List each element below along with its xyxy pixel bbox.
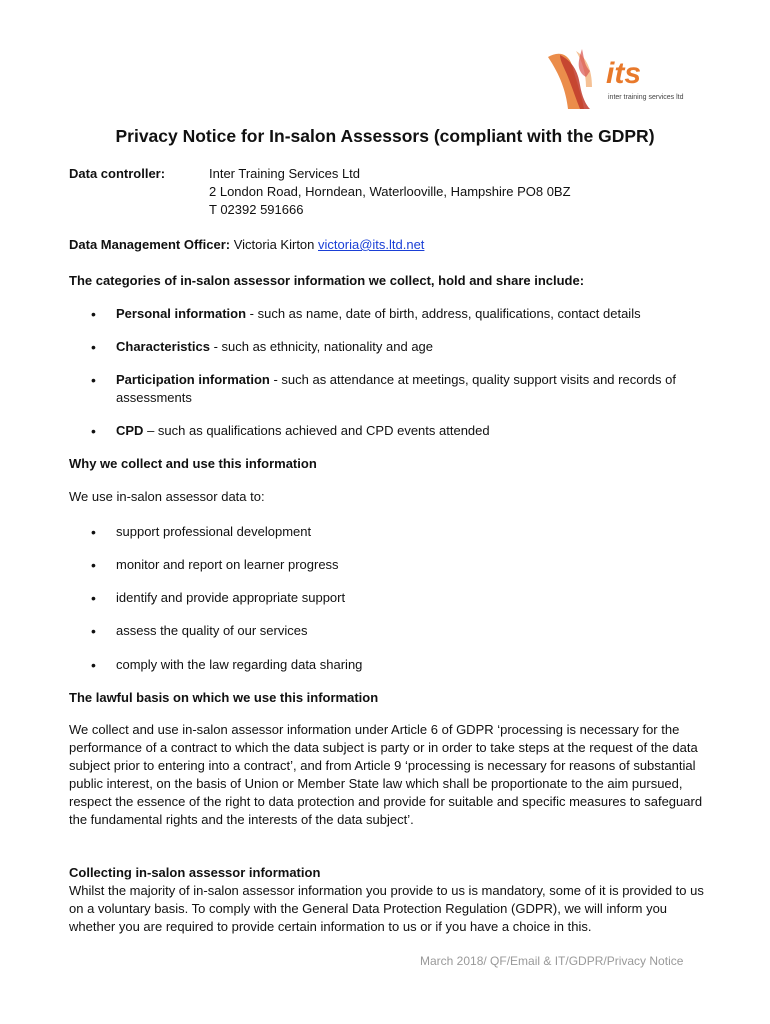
bullet-icon: • [91, 590, 96, 606]
dmo-label: Data Management Officer: [69, 237, 231, 252]
bullet-icon: • [91, 423, 96, 439]
list-item: CPD – such as qualifications achieved and CPD events attended [116, 423, 490, 438]
why-heading: Why we collect and use this information [69, 456, 317, 471]
data-controller-label: Data controller: [69, 166, 166, 181]
list-item: comply with the law regarding data sharing [116, 657, 363, 672]
dmo-line [69, 236, 424, 254]
bullet-icon: • [91, 306, 96, 322]
collecting-heading: Collecting in-salon assessor information [69, 865, 321, 880]
bullet-icon: • [91, 524, 96, 540]
logo-tagline: inter training services ltd [608, 94, 684, 101]
bullet-icon: • [91, 657, 96, 673]
bullet-icon: • [91, 557, 96, 573]
categories-heading: The categories of in-salon assessor information we collect, hold and share include: [69, 273, 585, 288]
dmo-email-link[interactable]: victoria@its.ltd.net [318, 237, 425, 252]
controller-name: Inter Training Services Ltd [209, 166, 361, 181]
svg-text:its: its [606, 57, 642, 90]
why-intro: We use in-salon assessor data to: [69, 489, 265, 504]
controller-phone: T 02392 591666 [209, 202, 304, 217]
lawful-body: We collect and use in-salon assessor information under Article 6 of GDPR ‘processing is necessary for the performance of a contract to which the data subject is party or in order to take steps at the request of the data subject prior to entering into a contract’, and from Article 9 ‘processing is necessary for reasons of substantial public interest, on the basis of Union or Member State law which shall be proportionate to the aim pursued, respect the essence of the right to data protection and provide for suitable and specific measures to safeguard the fundamental rights and the interests of the data subject’. [69, 722, 703, 827]
list-item: Characteristics - such as ethnicity, nationality and age [116, 339, 434, 354]
list-item: identify and provide appropriate support [116, 590, 346, 605]
collecting-body: Whilst the majority of in-salon assessor information you provide to us is mandatory, some of it is provided to us on a voluntary basis. To comply with the General Data Protection Regulation (GDPR), we will inform you whether you are required to provide certain information to us or if you have a choice in this. [69, 883, 704, 934]
page-footer: March 2018/ QF/Email & IT/GDPR/Privacy Notice [420, 954, 684, 968]
lawful-heading: The lawful basis on which we use this information [69, 690, 379, 705]
controller-address: 2 London Road, Horndean, Waterlooville, Hampshire PO8 0BZ [209, 184, 571, 199]
list-item: assess the quality of our services [116, 623, 308, 638]
bullet-icon: • [91, 372, 96, 388]
bullet-icon: • [91, 339, 96, 355]
list-item: monitor and report on learner progress [116, 557, 339, 572]
list-item: support professional development [116, 524, 312, 539]
list-item: Personal information - such as name, date of birth, address, qualifications, contact details [116, 306, 641, 321]
page-title: Privacy Notice for In-salon Assessors (compliant with the GDPR) [115, 126, 655, 146]
bullet-icon: • [91, 623, 96, 639]
dmo-name: Victoria Kirton [230, 237, 319, 252]
list-item: Participation information - such as attendance at meetings, quality support visits and records of assessments [116, 372, 676, 405]
its-logo [546, 47, 696, 111]
